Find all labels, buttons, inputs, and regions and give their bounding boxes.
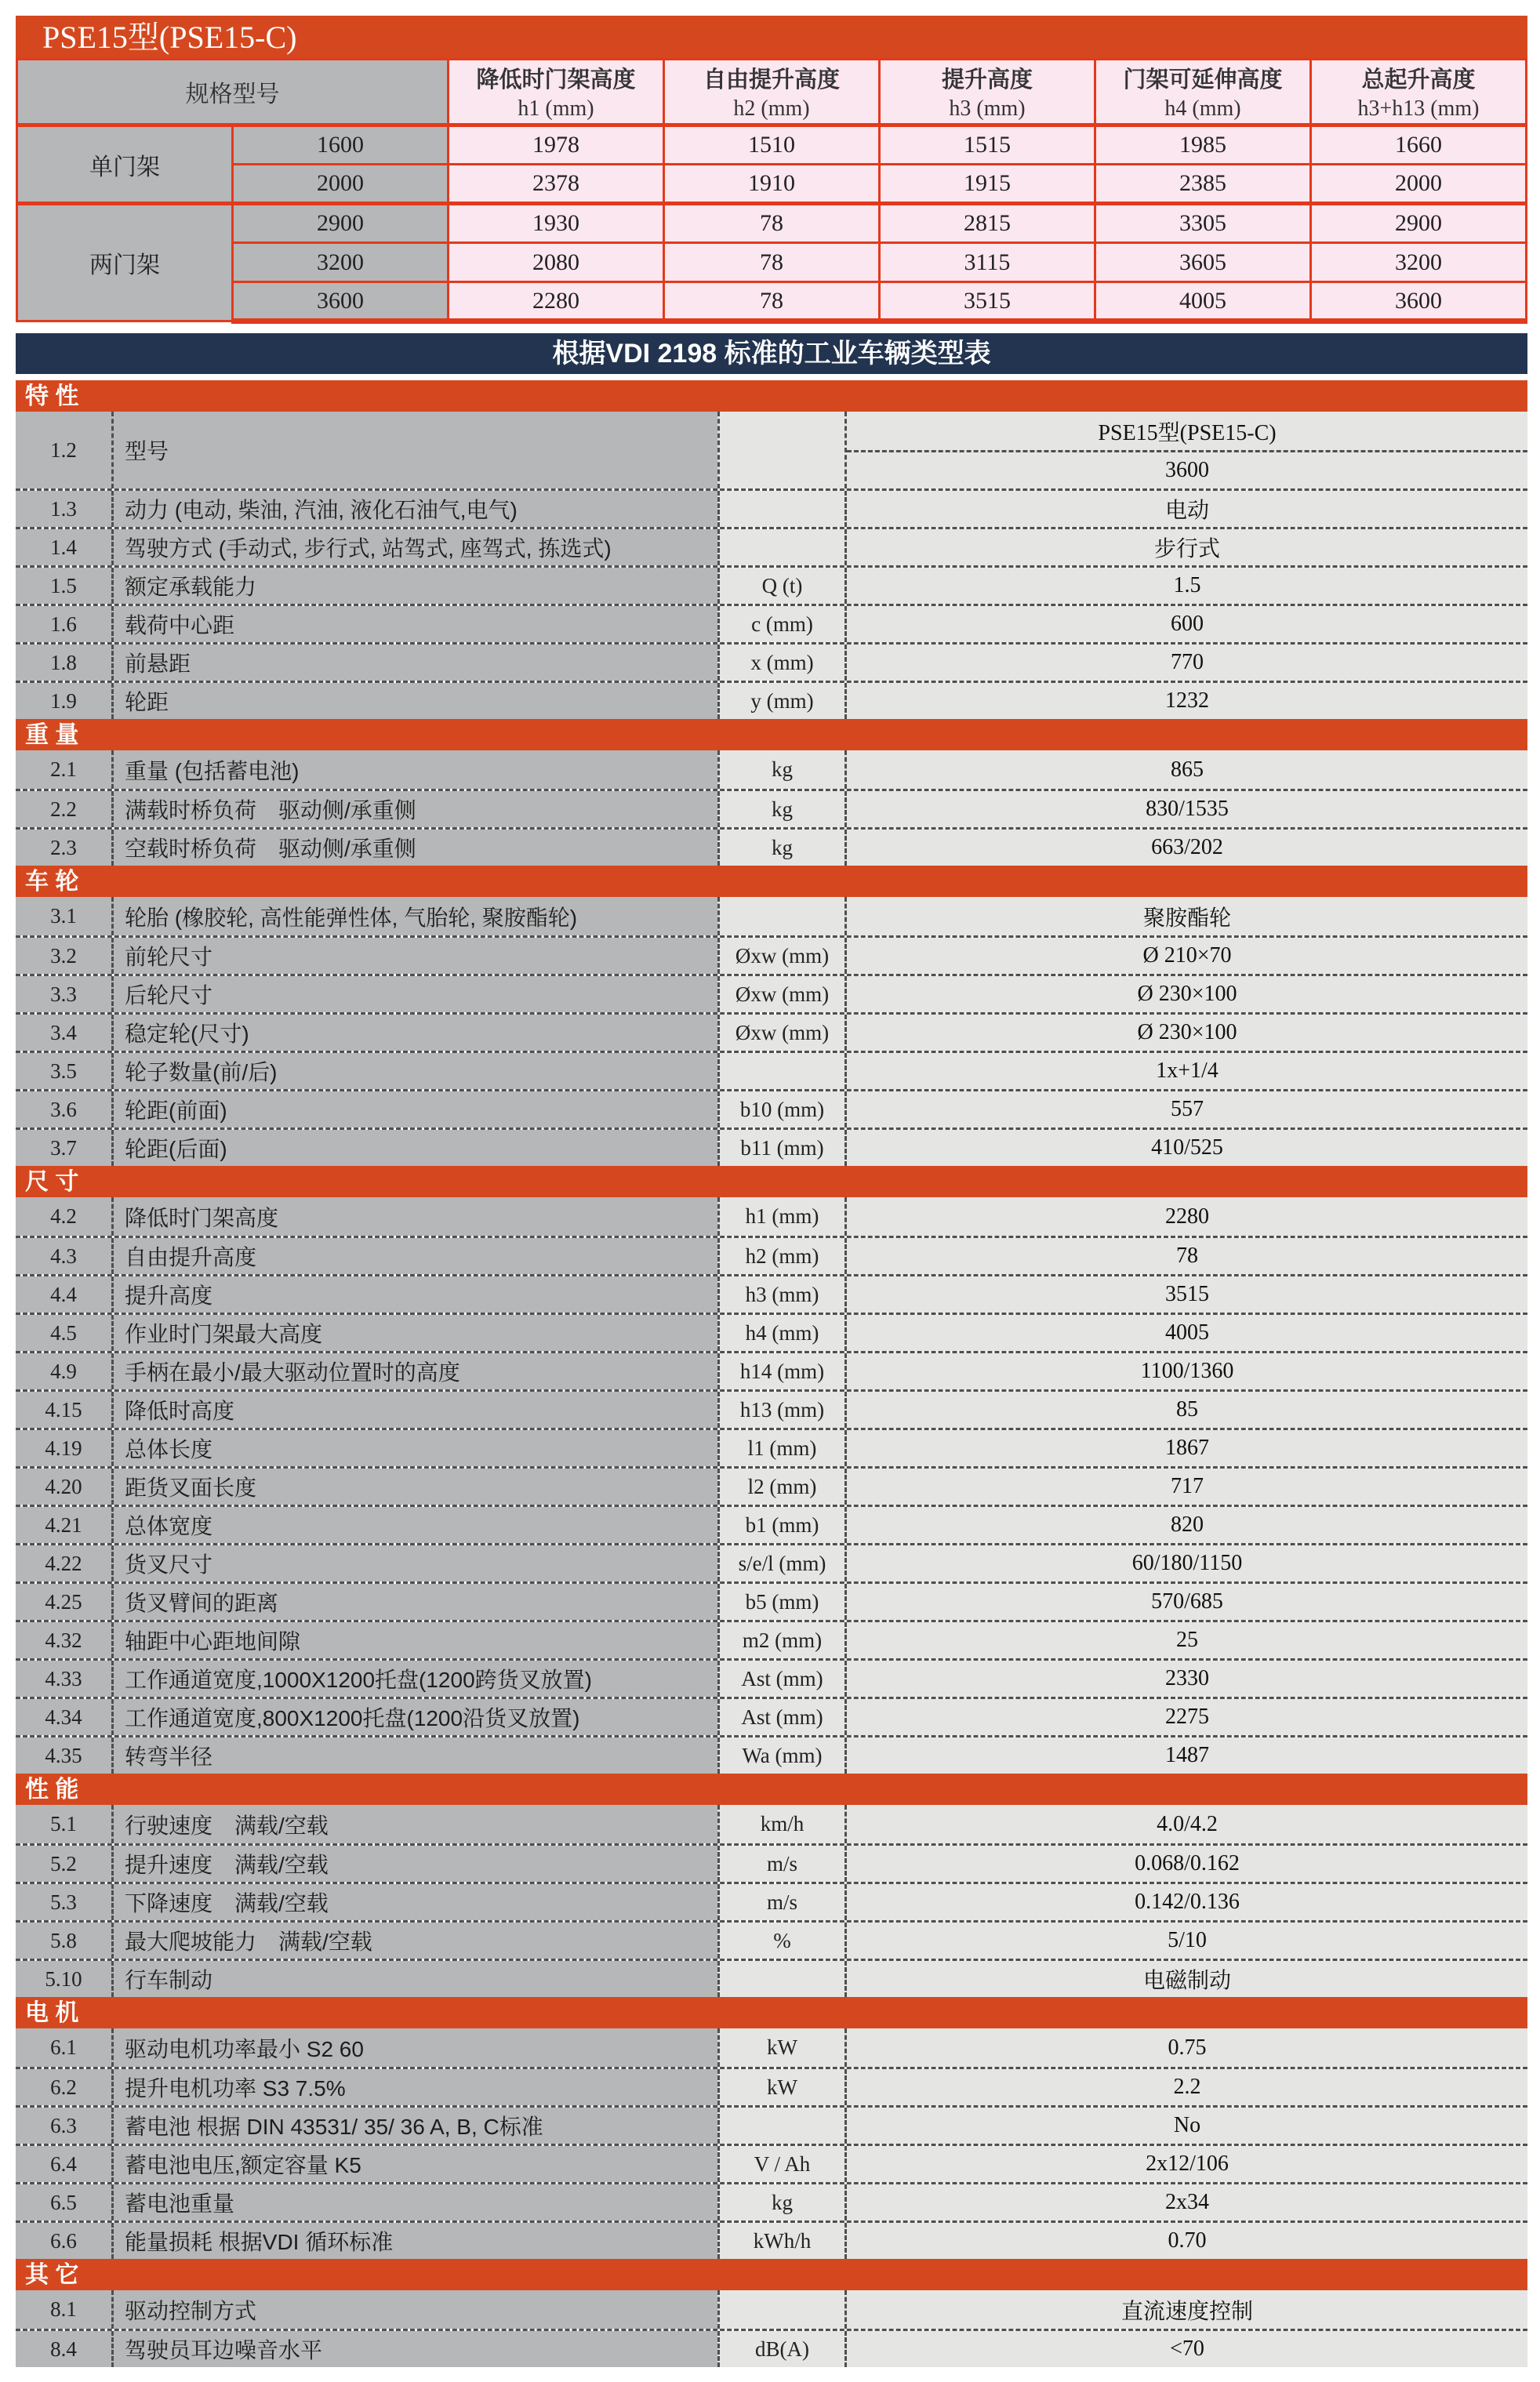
spec-row: [16, 488, 1527, 527]
spec-row: [16, 1543, 1527, 1581]
row-value: Ø 230×100: [847, 1015, 1527, 1051]
row-value: <70: [847, 2331, 1527, 2367]
row-number: 4.35: [16, 1737, 111, 1774]
mast-value: 3115: [880, 243, 1095, 282]
row-number: 6.3: [16, 2108, 111, 2144]
mast-column-label: 提升高度: [941, 67, 1033, 93]
row-label: 满载时桥负荷 驱动侧/承重侧: [111, 791, 717, 827]
row-value: 600: [847, 606, 1527, 642]
row-unit: Wa (mm): [717, 1737, 847, 1774]
row-number: 3.1: [16, 897, 111, 935]
mast-column-code: h3+h13 (mm): [1357, 96, 1480, 121]
spec-row: [16, 1843, 1527, 1882]
row-number: 4.22: [16, 1545, 111, 1581]
mast-model: 3200: [233, 243, 449, 282]
row-unit: kW: [717, 2069, 847, 2105]
mast-value: 2080: [449, 243, 664, 282]
mast-model: 3600: [233, 282, 449, 321]
row-value: 717: [847, 1469, 1527, 1505]
row-value: 85: [847, 1392, 1527, 1428]
row-label: 轮胎 (橡胶轮, 高性能弹性体, 气胎轮, 聚胺酯轮): [111, 897, 717, 935]
spec-row: [16, 565, 1527, 604]
mast-column-code: h2 (mm): [733, 96, 810, 121]
row-value: 聚胺酯轮: [847, 897, 1527, 935]
row-number: 1.8: [16, 645, 111, 681]
row-label: 前轮尺寸: [111, 938, 717, 974]
row-number: 4.2: [16, 1197, 111, 1236]
row-number: 1.2: [16, 412, 111, 488]
row-unit: b10 (mm): [717, 1091, 847, 1127]
row-number: 6.6: [16, 2223, 111, 2259]
row-value: 663/202: [847, 830, 1527, 866]
mast-model: 2900: [233, 204, 449, 243]
mast-model: 2000: [233, 165, 449, 204]
row-number: 3.3: [16, 976, 111, 1012]
spec-row: [16, 1313, 1527, 1351]
spec-row: [16, 1351, 1527, 1389]
row-label: 轮距: [111, 683, 717, 719]
row-label: 作业时门架最大高度: [111, 1315, 717, 1351]
row-unit: Øxw (mm): [717, 976, 847, 1012]
row-number: 4.5: [16, 1315, 111, 1351]
row-unit: b1 (mm): [717, 1507, 847, 1543]
row-number: 2.3: [16, 830, 111, 866]
row-value: 0.068/0.162: [847, 1846, 1527, 1882]
spec-row: [16, 604, 1527, 642]
row-label: 驱动控制方式: [111, 2290, 717, 2329]
row-unit: m/s: [717, 1846, 847, 1882]
row-label: 蓄电池电压,额定容量 K5: [111, 2146, 717, 2182]
row-unit: b11 (mm): [717, 1130, 847, 1166]
row-label: 下降速度 满载/空载: [111, 1884, 717, 1920]
row-label: 工作通道宽度,800X1200托盘(1200沿货叉放置): [111, 1699, 717, 1735]
section-header: 其 它: [16, 2259, 1527, 2290]
spec-row: [16, 642, 1527, 681]
row-value: 2280: [847, 1197, 1527, 1236]
mast-value: 2280: [449, 282, 664, 321]
spec-row: [16, 897, 1527, 935]
section-header: 电 机: [16, 1997, 1527, 2028]
spec-row: [16, 2144, 1527, 2182]
mast-value: 2000: [1311, 165, 1527, 204]
row-number: 4.15: [16, 1392, 111, 1428]
row-number: 5.8: [16, 1923, 111, 1959]
row-label: 转弯半径: [111, 1737, 717, 1774]
mast-value: 1930: [449, 204, 664, 243]
spec-row: [16, 789, 1527, 827]
section-header: 特 性: [16, 380, 1527, 412]
row-unit: kg: [717, 750, 847, 789]
mast-value: 2385: [1095, 165, 1311, 204]
mast-model: 1600: [233, 125, 449, 165]
row-unit: kg: [717, 2184, 847, 2220]
row-unit: c (mm): [717, 606, 847, 642]
row-number: 4.4: [16, 1276, 111, 1313]
row-unit: Ast (mm): [717, 1699, 847, 1735]
spec-row: [16, 827, 1527, 866]
section-header: 车 轮: [16, 866, 1527, 897]
row-value: 1487: [847, 1737, 1527, 1774]
mast-table-row: [17, 165, 1527, 204]
row-unit: [717, 529, 847, 565]
row-number: 5.1: [16, 1805, 111, 1843]
row-unit: x (mm): [717, 645, 847, 681]
row-value: 1867: [847, 1430, 1527, 1466]
row-number: 3.6: [16, 1091, 111, 1127]
mast-value: 1510: [664, 125, 880, 165]
spec-row: [16, 1389, 1527, 1428]
model-title: PSE15型(PSE15-C): [42, 20, 297, 55]
mast-value: 78: [664, 243, 880, 282]
row-unit: kWh/h: [717, 2223, 847, 2259]
mast-group-name: 两门架: [17, 204, 233, 321]
row-label: 蓄电池 根据 DIN 43531/ 35/ 36 A, B, C标准: [111, 2108, 717, 2144]
row-label: 工作通道宽度,1000X1200托盘(1200跨货叉放置): [111, 1661, 717, 1697]
row-label: 总体宽度: [111, 1507, 717, 1543]
row-unit: s/e/l (mm): [717, 1545, 847, 1581]
row-number: 1.9: [16, 683, 111, 719]
row-unit: Ast (mm): [717, 1661, 847, 1697]
section-header: 重 量: [16, 719, 1527, 750]
spec-row: [16, 1197, 1527, 1236]
mast-column-label: 总起升高度: [1361, 67, 1476, 93]
spec-row: [16, 750, 1527, 789]
spec-row: [16, 1959, 1527, 1997]
row-number: 6.5: [16, 2184, 111, 2220]
row-number: 3.2: [16, 938, 111, 974]
row-number: 4.25: [16, 1584, 111, 1620]
spec-row: [16, 1920, 1527, 1959]
row-value: 2x34: [847, 2184, 1527, 2220]
spec-row: [16, 1882, 1527, 1920]
row-value: 1232: [847, 683, 1527, 719]
mast-column-header: [880, 60, 1095, 125]
row-value: 2x12/106: [847, 2146, 1527, 2182]
row-number: 1.6: [16, 606, 111, 642]
row-value: 步行式: [847, 529, 1527, 565]
row-number: 5.10: [16, 1961, 111, 1997]
row-value: 电磁制动: [847, 1961, 1527, 1997]
vdi-standard-banner: 根据VDI 2198 标准的工业车辆类型表: [16, 333, 1527, 374]
mast-value: 2815: [880, 204, 1095, 243]
spec-row: [16, 2067, 1527, 2105]
spec-row: [16, 527, 1527, 565]
row-value: 770: [847, 645, 1527, 681]
mast-value: 78: [664, 204, 880, 243]
mast-value: 1660: [1311, 125, 1527, 165]
mast-column-header: [1311, 60, 1527, 125]
row-number: 3.4: [16, 1015, 111, 1051]
row-unit: [717, 1053, 847, 1089]
spec-row: [16, 2028, 1527, 2067]
row-number: 4.9: [16, 1353, 111, 1389]
vdi-spec-table: [16, 380, 1527, 2367]
row-unit: [717, 1961, 847, 1997]
mast-value: 78: [664, 282, 880, 321]
row-label: 自由提升高度: [111, 1238, 717, 1274]
row-label: 提升电机功率 S3 7.5%: [111, 2069, 717, 2105]
mast-value: 1985: [1095, 125, 1311, 165]
spec-row: [16, 2182, 1527, 2220]
row-value-primary: PSE15型(PSE15-C): [1098, 420, 1277, 445]
row-label: 最大爬坡能力 满载/空载: [111, 1923, 717, 1959]
row-unit: y (mm): [717, 683, 847, 719]
mast-value: 1515: [880, 125, 1095, 165]
row-label: 轮距(前面): [111, 1091, 717, 1127]
row-unit: h4 (mm): [717, 1315, 847, 1351]
row-unit: h1 (mm): [717, 1197, 847, 1236]
mast-value: 3200: [1311, 243, 1527, 282]
row-value: 25: [847, 1622, 1527, 1658]
row-number: 4.34: [16, 1699, 111, 1735]
row-unit: [717, 2290, 847, 2329]
row-unit: l1 (mm): [717, 1430, 847, 1466]
mast-column-label: 自由提升高度: [703, 67, 840, 93]
row-label: 轴距中心距地间隙: [111, 1622, 717, 1658]
row-label: 动力 (电动, 柴油, 汽油, 液化石油气,电气): [111, 491, 717, 527]
spec-row: [16, 1697, 1527, 1735]
spec-row: [16, 1012, 1527, 1051]
spec-row: [16, 1620, 1527, 1658]
row-unit: kW: [717, 2028, 847, 2067]
row-label: 降低时门架高度: [111, 1197, 717, 1236]
row-unit: dB(A): [717, 2331, 847, 2367]
row-value: 直流速度控制: [847, 2290, 1527, 2329]
row-value: 1x+1/4: [847, 1053, 1527, 1089]
row-label: 总体长度: [111, 1430, 717, 1466]
spec-row: [16, 1466, 1527, 1505]
spec-sheet: [16, 16, 1527, 2367]
row-number: 6.1: [16, 2028, 111, 2067]
row-number: 1.5: [16, 568, 111, 604]
spec-row: [16, 974, 1527, 1012]
row-number: 2.2: [16, 791, 111, 827]
mast-column-label: 降低时门架高度: [476, 67, 636, 93]
spec-row: [16, 1505, 1527, 1543]
row-label: 空载时桥负荷 驱动侧/承重侧: [111, 830, 717, 866]
mast-value: 2378: [449, 165, 664, 204]
row-label: 提升高度: [111, 1276, 717, 1313]
row-value: 820: [847, 1507, 1527, 1543]
mast-column-header: [664, 60, 880, 125]
spec-row: [16, 1428, 1527, 1466]
spec-row: [16, 2329, 1527, 2367]
row-label: 稳定轮(尺寸): [111, 1015, 717, 1051]
mast-column-header: [1095, 60, 1311, 125]
spec-row: [16, 681, 1527, 719]
mast-table-row: [17, 243, 1527, 282]
spec-row: [16, 1805, 1527, 1843]
mast-value: 1915: [880, 165, 1095, 204]
row-label: 提升速度 满载/空载: [111, 1846, 717, 1882]
spec-model-header: 规格型号: [17, 60, 449, 125]
mast-column-code: h3 (mm): [949, 96, 1026, 121]
row-label: 前悬距: [111, 645, 717, 681]
row-value: 1.5: [847, 568, 1527, 604]
row-value: 5/10: [847, 1923, 1527, 1959]
top-table-title-banner: [16, 16, 1527, 58]
row-unit: %: [717, 1923, 847, 1959]
mast-value: 3605: [1095, 243, 1311, 282]
row-label: 驾驶员耳边噪音水平: [111, 2331, 717, 2367]
spec-row: [16, 1236, 1527, 1274]
spec-row: [16, 935, 1527, 974]
row-number: 6.4: [16, 2146, 111, 2182]
row-unit: [717, 2108, 847, 2144]
row-number: 3.5: [16, 1053, 111, 1089]
row-value: 60/180/1150: [847, 1545, 1527, 1581]
mast-value: 2900: [1311, 204, 1527, 243]
row-unit: b5 (mm): [717, 1584, 847, 1620]
row-label: 降低时高度: [111, 1392, 717, 1428]
row-value: 410/525: [847, 1130, 1527, 1166]
row-label: 能量损耗 根据VDI 循环标准: [111, 2223, 717, 2259]
row-label: 后轮尺寸: [111, 976, 717, 1012]
row-label: 载荷中心距: [111, 606, 717, 642]
row-number: 4.20: [16, 1469, 111, 1505]
row-value: 0.142/0.136: [847, 1884, 1527, 1920]
row-number: 4.3: [16, 1238, 111, 1274]
row-unit: V / Ah: [717, 2146, 847, 2182]
row-value: 78: [847, 1238, 1527, 1274]
spec-row: [16, 1051, 1527, 1089]
row-label: 距货叉面长度: [111, 1469, 717, 1505]
row-number: 4.21: [16, 1507, 111, 1543]
row-value: [847, 412, 1527, 488]
row-label: 型号: [111, 412, 717, 488]
mast-value: 1910: [664, 165, 880, 204]
row-unit: [717, 491, 847, 527]
spec-row: [16, 1735, 1527, 1774]
row-unit: Øxw (mm): [717, 1015, 847, 1051]
row-value-secondary: 3600: [847, 450, 1527, 488]
row-value: 570/685: [847, 1584, 1527, 1620]
row-unit: Øxw (mm): [717, 938, 847, 974]
row-number: 6.2: [16, 2069, 111, 2105]
spec-row: [16, 2290, 1527, 2329]
row-value: 3515: [847, 1276, 1527, 1313]
spec-row: [16, 412, 1527, 488]
row-number: 1.3: [16, 491, 111, 527]
row-number: 4.33: [16, 1661, 111, 1697]
row-label: 轮子数量(前/后): [111, 1053, 717, 1089]
row-label: 驱动电机功率最小 S2 60: [111, 2028, 717, 2067]
row-unit: h13 (mm): [717, 1392, 847, 1428]
row-value: Ø 210×70: [847, 938, 1527, 974]
row-value: 4005: [847, 1315, 1527, 1351]
row-value: 830/1535: [847, 791, 1527, 827]
mast-column-code: h1 (mm): [518, 96, 594, 121]
mast-table-row: [17, 125, 1527, 165]
row-unit: l2 (mm): [717, 1469, 847, 1505]
row-value: 2275: [847, 1699, 1527, 1735]
row-unit: [717, 897, 847, 935]
row-number: 4.19: [16, 1430, 111, 1466]
spec-row: [16, 2105, 1527, 2144]
row-number: 8.4: [16, 2331, 111, 2367]
row-label: 货叉尺寸: [111, 1545, 717, 1581]
row-label: 行驶速度 满载/空载: [111, 1805, 717, 1843]
mast-column-code: h4 (mm): [1164, 96, 1241, 121]
mast-column-label: 门架可延伸高度: [1123, 67, 1283, 93]
row-number: 5.3: [16, 1884, 111, 1920]
row-label: 重量 (包括蓄电池): [111, 750, 717, 789]
row-unit: h2 (mm): [717, 1238, 847, 1274]
row-label: 轮距(后面): [111, 1130, 717, 1166]
mast-value: 3305: [1095, 204, 1311, 243]
row-number: 2.1: [16, 750, 111, 789]
row-number: 4.32: [16, 1622, 111, 1658]
row-value: No: [847, 2108, 1527, 2144]
row-unit: Q (t): [717, 568, 847, 604]
mast-height-table: [16, 58, 1527, 324]
spec-row: [16, 1581, 1527, 1620]
mast-value: 1978: [449, 125, 664, 165]
row-value: 电动: [847, 491, 1527, 527]
spec-row: [16, 1127, 1527, 1166]
row-unit: [717, 412, 847, 488]
row-label: 行车制动: [111, 1961, 717, 1997]
row-label: 额定承载能力: [111, 568, 717, 604]
row-number: 1.4: [16, 529, 111, 565]
mast-group-name: 单门架: [17, 125, 233, 204]
mast-column-header: [449, 60, 664, 125]
spec-row: [16, 1274, 1527, 1313]
mast-table-row: [17, 282, 1527, 321]
row-value: Ø 230×100: [847, 976, 1527, 1012]
row-value: 557: [847, 1091, 1527, 1127]
row-number: 5.2: [16, 1846, 111, 1882]
mast-table-row: [17, 204, 1527, 243]
mast-value: 3515: [880, 282, 1095, 321]
spec-row: [16, 2220, 1527, 2259]
row-label: 蓄电池重量: [111, 2184, 717, 2220]
row-unit: kg: [717, 791, 847, 827]
row-value: 0.70: [847, 2223, 1527, 2259]
row-unit: m/s: [717, 1884, 847, 1920]
row-value: 1100/1360: [847, 1353, 1527, 1389]
row-value: 865: [847, 750, 1527, 789]
row-number: 8.1: [16, 2290, 111, 2329]
row-label: 手柄在最小/最大驱动位置时的高度: [111, 1353, 717, 1389]
row-value: 2.2: [847, 2069, 1527, 2105]
row-number: 3.7: [16, 1130, 111, 1166]
row-label: 货叉臂间的距离: [111, 1584, 717, 1620]
row-value: 2330: [847, 1661, 1527, 1697]
row-unit: h14 (mm): [717, 1353, 847, 1389]
row-value: 0.75: [847, 2028, 1527, 2067]
spec-row: [16, 1658, 1527, 1697]
mast-value: 4005: [1095, 282, 1311, 321]
row-value: 4.0/4.2: [847, 1805, 1527, 1843]
section-header: 性 能: [16, 1774, 1527, 1805]
mast-value: 3600: [1311, 282, 1527, 321]
spec-row: [16, 1089, 1527, 1127]
row-unit: m2 (mm): [717, 1622, 847, 1658]
row-unit: kg: [717, 830, 847, 866]
row-unit: h3 (mm): [717, 1276, 847, 1313]
row-label: 驾驶方式 (手动式, 步行式, 站驾式, 座驾式, 拣选式): [111, 529, 717, 565]
section-header: 尺 寸: [16, 1166, 1527, 1197]
row-unit: km/h: [717, 1805, 847, 1843]
